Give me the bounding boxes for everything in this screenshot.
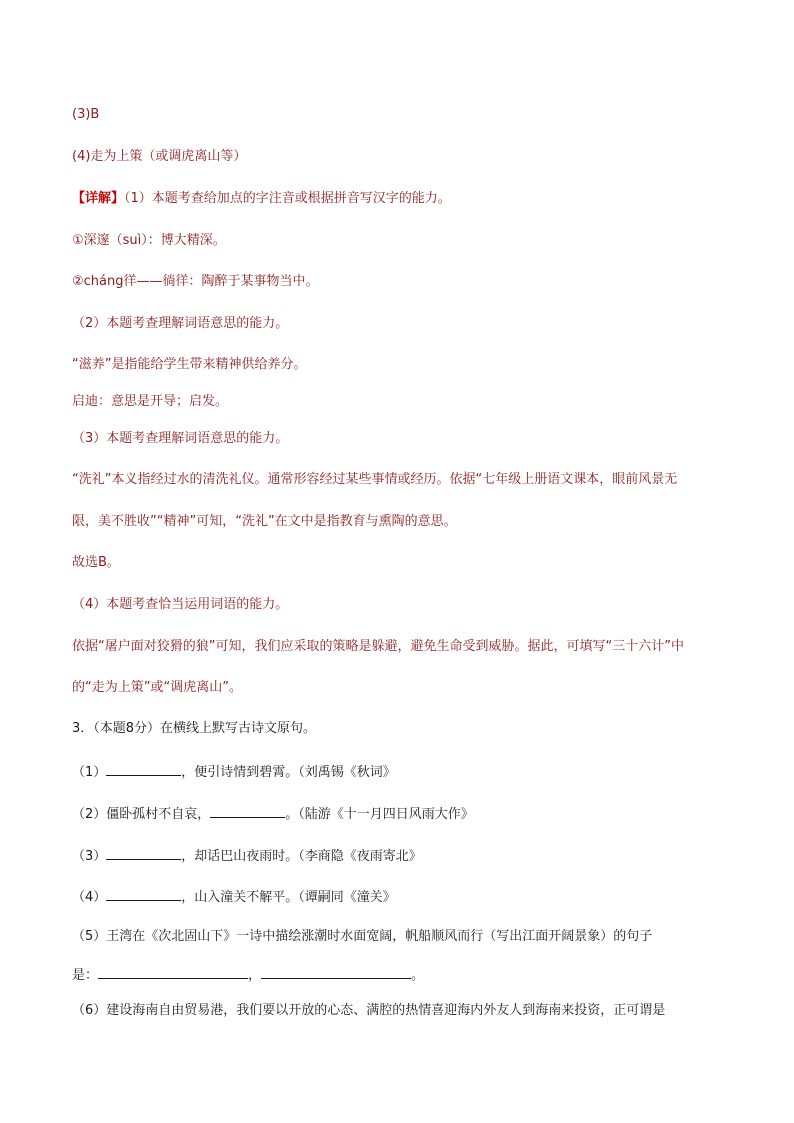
part2-line-1: “滋养”是指能给学生带来精神供给养分。 — [72, 357, 307, 372]
q3-item-2 — [72, 804, 732, 824]
part2-line-2: 启迪：意思是开导；启发。 — [72, 394, 229, 409]
q3-item-1-suffix: ，便引诗情到碧霄。（刘禹锡《秋词》 — [181, 765, 396, 780]
q3-item-5-line-1: （5）王湾在《次北固山下》一诗中描绘涨潮时水面宽阔，帆船顺风而行（写出江面开阔景象）的句子 — [72, 929, 653, 944]
detail-intro — [72, 190, 732, 208]
part3-line-2: 限，美不胜收”“精神”可知，“洗礼”在文中是指教育与熏陶的意思。 — [72, 514, 457, 529]
detail-intro-text: （1）本题考查给加点的字注音或根据拼音写汉字的能力。 — [124, 191, 451, 206]
q3-item-5-prefix: 是： — [72, 968, 99, 983]
q3-item-5-line-2 — [72, 965, 732, 985]
part4-title: （4）本题考查恰当运用词语的能力。 — [72, 597, 289, 612]
part4-line-1: 依据“屠户面对狡猾的狼”可知，我们应采取的策略是躲避，避免生命受到威胁。据此，可填写“三十六计”中 — [72, 639, 684, 654]
detail-item-2: ②cháng徉——徜徉：陶醉于某事物当中。 — [72, 274, 319, 289]
q3-item-4 — [72, 887, 732, 907]
q3-item-5-blank-1[interactable] — [98, 965, 248, 979]
q3-item-1-prefix: （1） — [72, 765, 107, 780]
q3-item-3-suffix: ，却话巴山夜雨时。（李商隐《夜雨寄北》 — [181, 849, 422, 864]
answer-4: (4)走为上策（或调虎离山等） — [72, 149, 247, 164]
q3-item-4-suffix: ，山入潼关不解平。（谭嗣同《潼关》 — [181, 890, 396, 905]
q3-item-5-blank-2[interactable] — [261, 965, 411, 979]
detail-tag: 【详解】 — [72, 191, 125, 206]
q3-item-3 — [72, 846, 732, 866]
part3-line-3: 故选B。 — [72, 555, 120, 570]
q3-item-5-separator: ， — [248, 968, 262, 983]
q3-item-4-blank[interactable] — [106, 887, 181, 901]
q3-item-2-suffix: 。（陆游《十一月四日风雨大作》 — [285, 807, 474, 822]
q3-item-5-suffix: 。 — [411, 968, 425, 983]
part2-title: （2）本题考查理解词语意思的能力。 — [72, 316, 289, 331]
q3-item-2-blank[interactable] — [210, 804, 285, 818]
q3-item-3-blank[interactable] — [106, 846, 181, 860]
q3-item-1 — [72, 762, 732, 782]
part4-line-2: 的“走为上策”或“调虎离山”。 — [72, 680, 242, 695]
answer-3: (3)B — [72, 107, 100, 122]
q3-item-3-prefix: （3） — [72, 849, 107, 864]
q3-item-6-line-1: （6）建设海南自由贸易港，我们要以开放的心态、满腔的热情喜迎海内外友人到海南来投资，正可谓是 — [72, 1003, 666, 1018]
q3-item-4-prefix: （4） — [72, 890, 107, 905]
q3-item-2-prefix: （2）僵卧孤村不自哀， — [72, 807, 211, 822]
part3-title: （3）本题考查理解词语意思的能力。 — [72, 431, 289, 446]
question-3-title: 3．（本题8分）在横线上默写古诗文原句。 — [72, 721, 317, 736]
q3-item-1-blank[interactable] — [106, 762, 181, 776]
part3-line-1: “洗礼”本义指经过水的清洗礼仪。通常形容经过某些事情或经历。依据“七年级上册语文课本，眼前风景无 — [72, 472, 678, 487]
detail-item-1: ①深邃（suì）：博大精深。 — [72, 233, 226, 248]
